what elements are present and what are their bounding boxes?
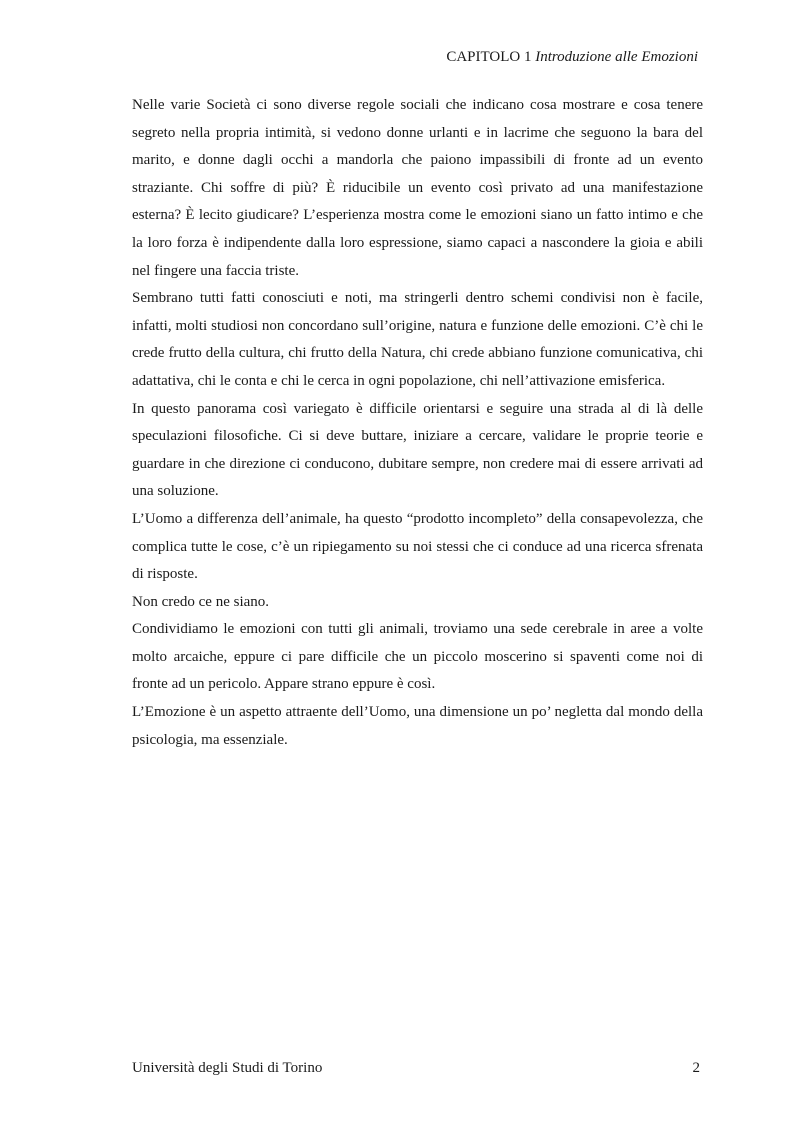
paragraph-2: Sembrano tutti fatti conosciuti e noti, ma stringerli dentro schemi condivisi non è facile, infatti, molti studiosi non concordano sull’origine, natura e funzione delle emozioni. C’è chi le crede frutto della cultura, chi frutto della Natura, chi crede abbiano funzione comunicativa, chi adattativa, chi le conta e chi le cerca in ogni popolazione, chi nell’attivazione emisferica. (132, 290, 703, 389)
running-header (446, 47, 698, 67)
chapter-label: CAPITOLO 1 (446, 49, 532, 65)
body-text (132, 92, 703, 754)
paragraph-3: In questo panorama così variegato è difficile orientarsi e seguire una strada al di là delle speculazioni filosofiche. Ci si deve buttare, iniziare a cercare, validare le proprie teorie e guardare in che direzione ci conducono, dubitare sempre, non credere mai di essere arrivati ad una soluzione. (132, 400, 703, 500)
paragraph-7: L’Emozione è un aspetto attraente dell’Uomo, una dimensione un po’ negletta dal mondo della psicologia, ma essenziale. (132, 704, 703, 748)
paragraph-6: Condividiamo le emozioni con tutti gli animali, troviamo una sede cerebrale in aree a volte molto arcaiche, eppure ci pare difficile che un piccolo moscerino si spaventi come noi di fronte ad un pericolo. Appare strano eppure è così. (132, 621, 703, 693)
footer-institution: Università degli Studi di Torino (132, 1060, 323, 1076)
paragraph-4: L’Uomo a differenza dell’animale, ha questo “prodotto incompleto” della consapevolezza, che complica tutte le cose, c’è un ripiegamento su noi stessi che ci conduce ad una ricerca sfrenata di risposte. (132, 510, 703, 583)
page-number: 2 (692, 1060, 700, 1076)
paragraph-1: Nelle varie Società ci sono diverse regole sociali che indicano cosa mostrare e cosa tenere segreto nella propria intimità, si vedono donne urlanti e in lacrime che seguono la bara del marito, e donne dagli occhi a mandorla che paiono impassibili di fronte ad un evento straziante. Chi soffre di più? È riducibile un evento così privato ad una manifestazione esterna? È lecito giudicare? L’esperienza mostra come le emozioni siano un fatto intimo e che la loro forza è indipendente dalla loro espressione, siamo capaci a nascondere la gioia e abili nel fingere una faccia triste. (132, 97, 703, 279)
paragraph-5: Non credo ce ne siano. (132, 593, 270, 610)
chapter-title: Introduzione alle Emozioni (535, 49, 698, 65)
